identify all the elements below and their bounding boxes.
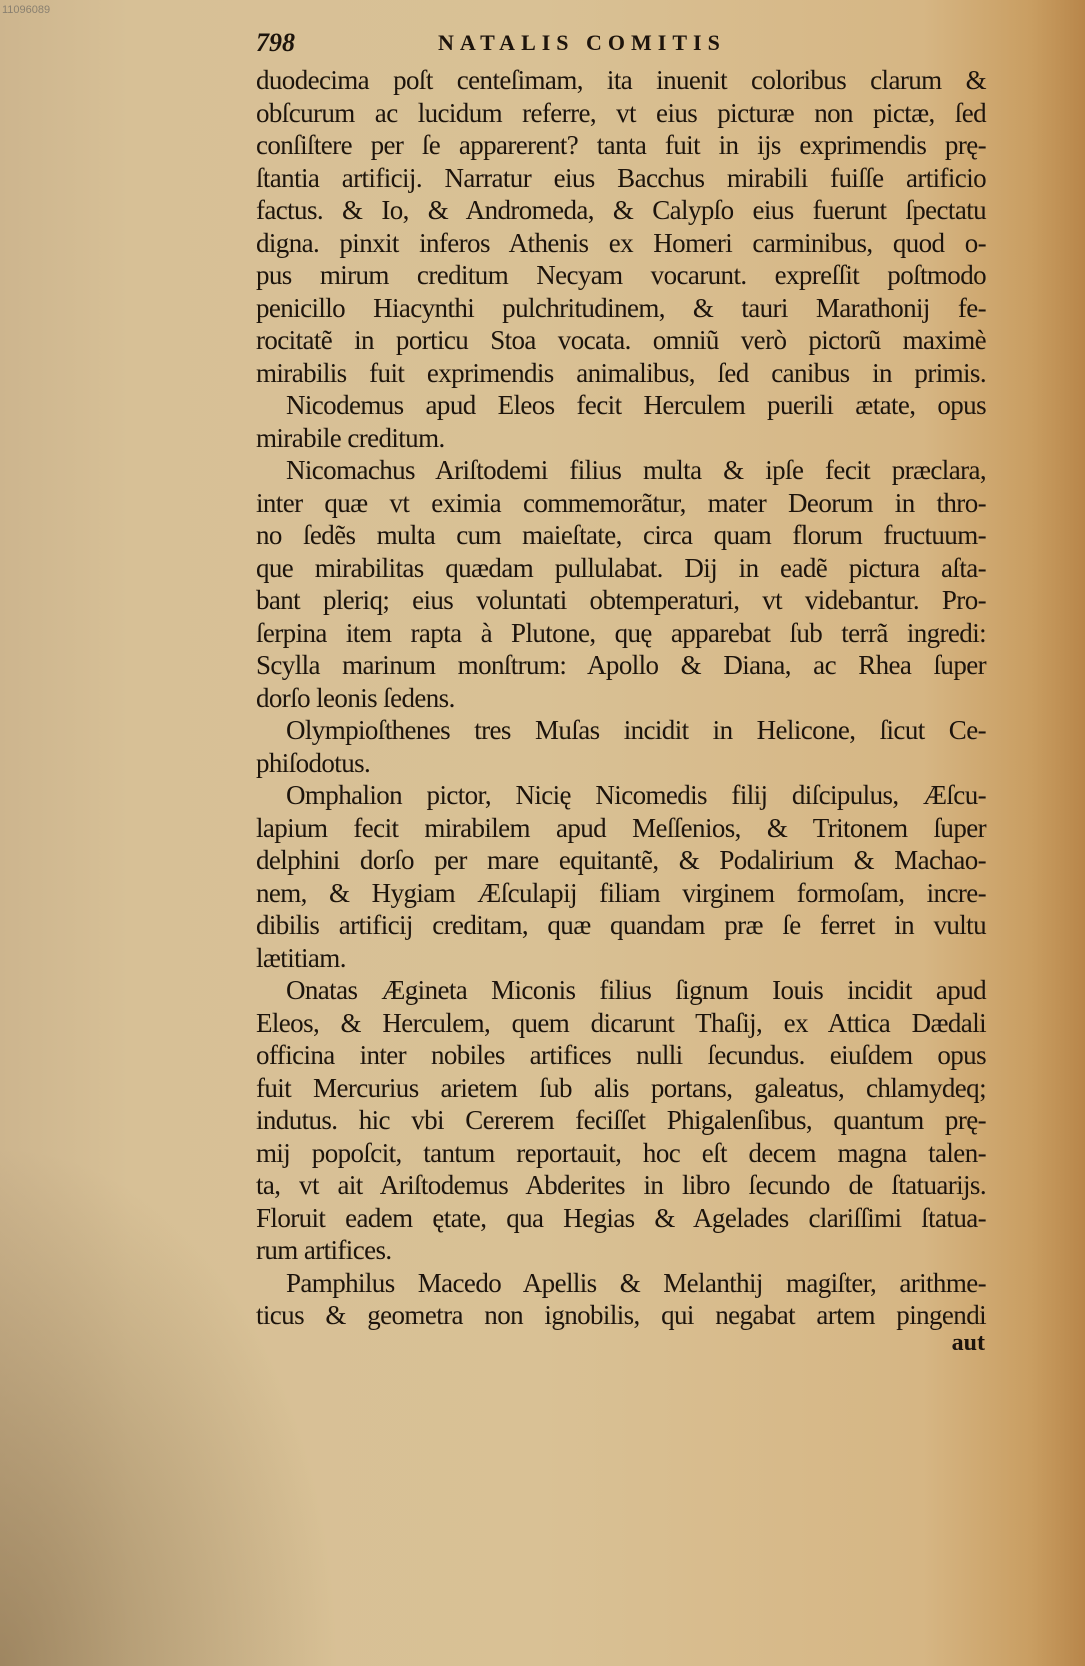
catchword: aut [951, 1330, 985, 1356]
text-line: Eleos, & Herculem, quem dicarunt Thaſij, ex Attica Dædali [256, 1007, 986, 1038]
running-title: NATALIS COMITIS [438, 30, 726, 55]
text-line: obſcurum ac lucidum referre, vt eius picturæ non pictæ, ſed [256, 97, 986, 128]
text-line: Floruit eadem ętate, qua Hegias & Agelades clariſſimi ſtatua- [256, 1202, 986, 1233]
text-line: lapium fecit mirabilem apud Meſſenios, & Tritonem ſuper [256, 812, 986, 843]
text-line: dorſo leonis ſedens. [256, 682, 455, 713]
text-line: pus mirum creditum Necyam vocarunt. expreſſit poſtmodo [256, 260, 986, 290]
text-line: Olympioſthenes tres Muſas incidit in Helicone, ſicut Ce- [286, 715, 986, 745]
text-line: Nicodemus apud Eleos fecit Herculem puerili ætate, opus [286, 390, 986, 420]
text-line: ta, vt ait Ariſtodemus Abderites in libro ſecundo de ſtatuarijs. [256, 1170, 986, 1200]
text-line: bant pleriq; eius voluntati obtemperaturi, vt videbantur. Pro- [256, 585, 986, 615]
page-number: 798 [256, 28, 295, 57]
text-line: no ſedẽs multa cum maieſtate, circa quam florum fructuum- [256, 520, 986, 550]
text-line: Scylla marinum monſtrum: Apollo & Diana, ac Rhea ſuper [256, 650, 986, 680]
text-line: rum artifices. [256, 1235, 392, 1265]
text-line: digna. pinxit inferos Athenis ex Homeri carminibus, quod o- [256, 227, 986, 258]
text-line: duodecima poſt centeſimam, ita inuenit coloribus clarum & [256, 65, 986, 95]
text-line: Omphalion pictor, Nicię Nicomedis filij diſcipulus, Æſcu- [286, 780, 986, 810]
text-line: ſerpina item rapta à Plutone, quę apparebat ſub terrã ingredi: [256, 617, 986, 648]
text-line: ſtantia artificij. Narratur eius Bacchus mirabili fuiſſe artificio [256, 162, 986, 193]
text-line: phiſodotus. [256, 747, 371, 778]
text-line: lætitiam. [256, 942, 346, 973]
text-line: mirabile creditum. [256, 422, 445, 453]
body-text [256, 64, 986, 1332]
text-line: mirabilis fuit exprimendis animalibus, ſed canibus in primis. [256, 357, 986, 388]
text-line: rocitatẽ in porticu Stoa vocata. omniũ verò pictorũ maximè [256, 325, 986, 355]
text-line: fuit Mercurius arietem ſub alis portans, galeatus, chlamydeq; [256, 1072, 986, 1103]
text-line: que mirabilitas quædam pullulabat. Dij in eadẽ pictura aſta- [256, 552, 986, 583]
text-line: nem, & Hygiam Æſculapij filiam virginem formoſam, incre- [256, 877, 986, 908]
text-line: penicillo Hiacynthi pulchritudinem, & tauri Marathonij fe- [256, 292, 986, 323]
text-line: Pamphilus Macedo Apellis & Melanthij magiſter, arithme- [286, 1267, 986, 1298]
text-line: indutus. hic vbi Cererem feciſſet Phigalenſibus, quantum prę- [256, 1105, 986, 1135]
text-line: inter quæ vt eximia commemorãtur, mater Deorum in thro- [256, 487, 986, 518]
scan-id-label: 11096089 [2, 4, 51, 16]
text-line: factus. & Io, & Andromeda, & Calypſo eius fuerunt ſpectatu [256, 195, 986, 225]
text-line: delphini dorſo per mare equitantẽ, & Podalirium & Machao- [256, 845, 986, 875]
text-line: Nicomachus Ariſtodemi filius multa & ipſe fecit præclara, [286, 455, 986, 485]
text-line: dibilis artificij creditam, quæ quandam præ ſe ferret in vultu [256, 910, 986, 940]
text-line: officina inter nobiles artifices nulli ſecundus. eiuſdem opus [256, 1040, 986, 1070]
text-line: ticus & geometra non ignobilis, qui negabat artem pingendi [256, 1300, 986, 1330]
text-line: mij popoſcit, tantum reportauit, hoc eſt decem magna talen- [256, 1137, 986, 1168]
page-header [256, 28, 986, 62]
text-line: conſiſtere per ſe apparerent? tanta fuit in ijs exprimendis prę- [256, 130, 986, 160]
text-line: Onatas Ægineta Miconis filius ſignum Iouis incidit apud [286, 975, 986, 1005]
